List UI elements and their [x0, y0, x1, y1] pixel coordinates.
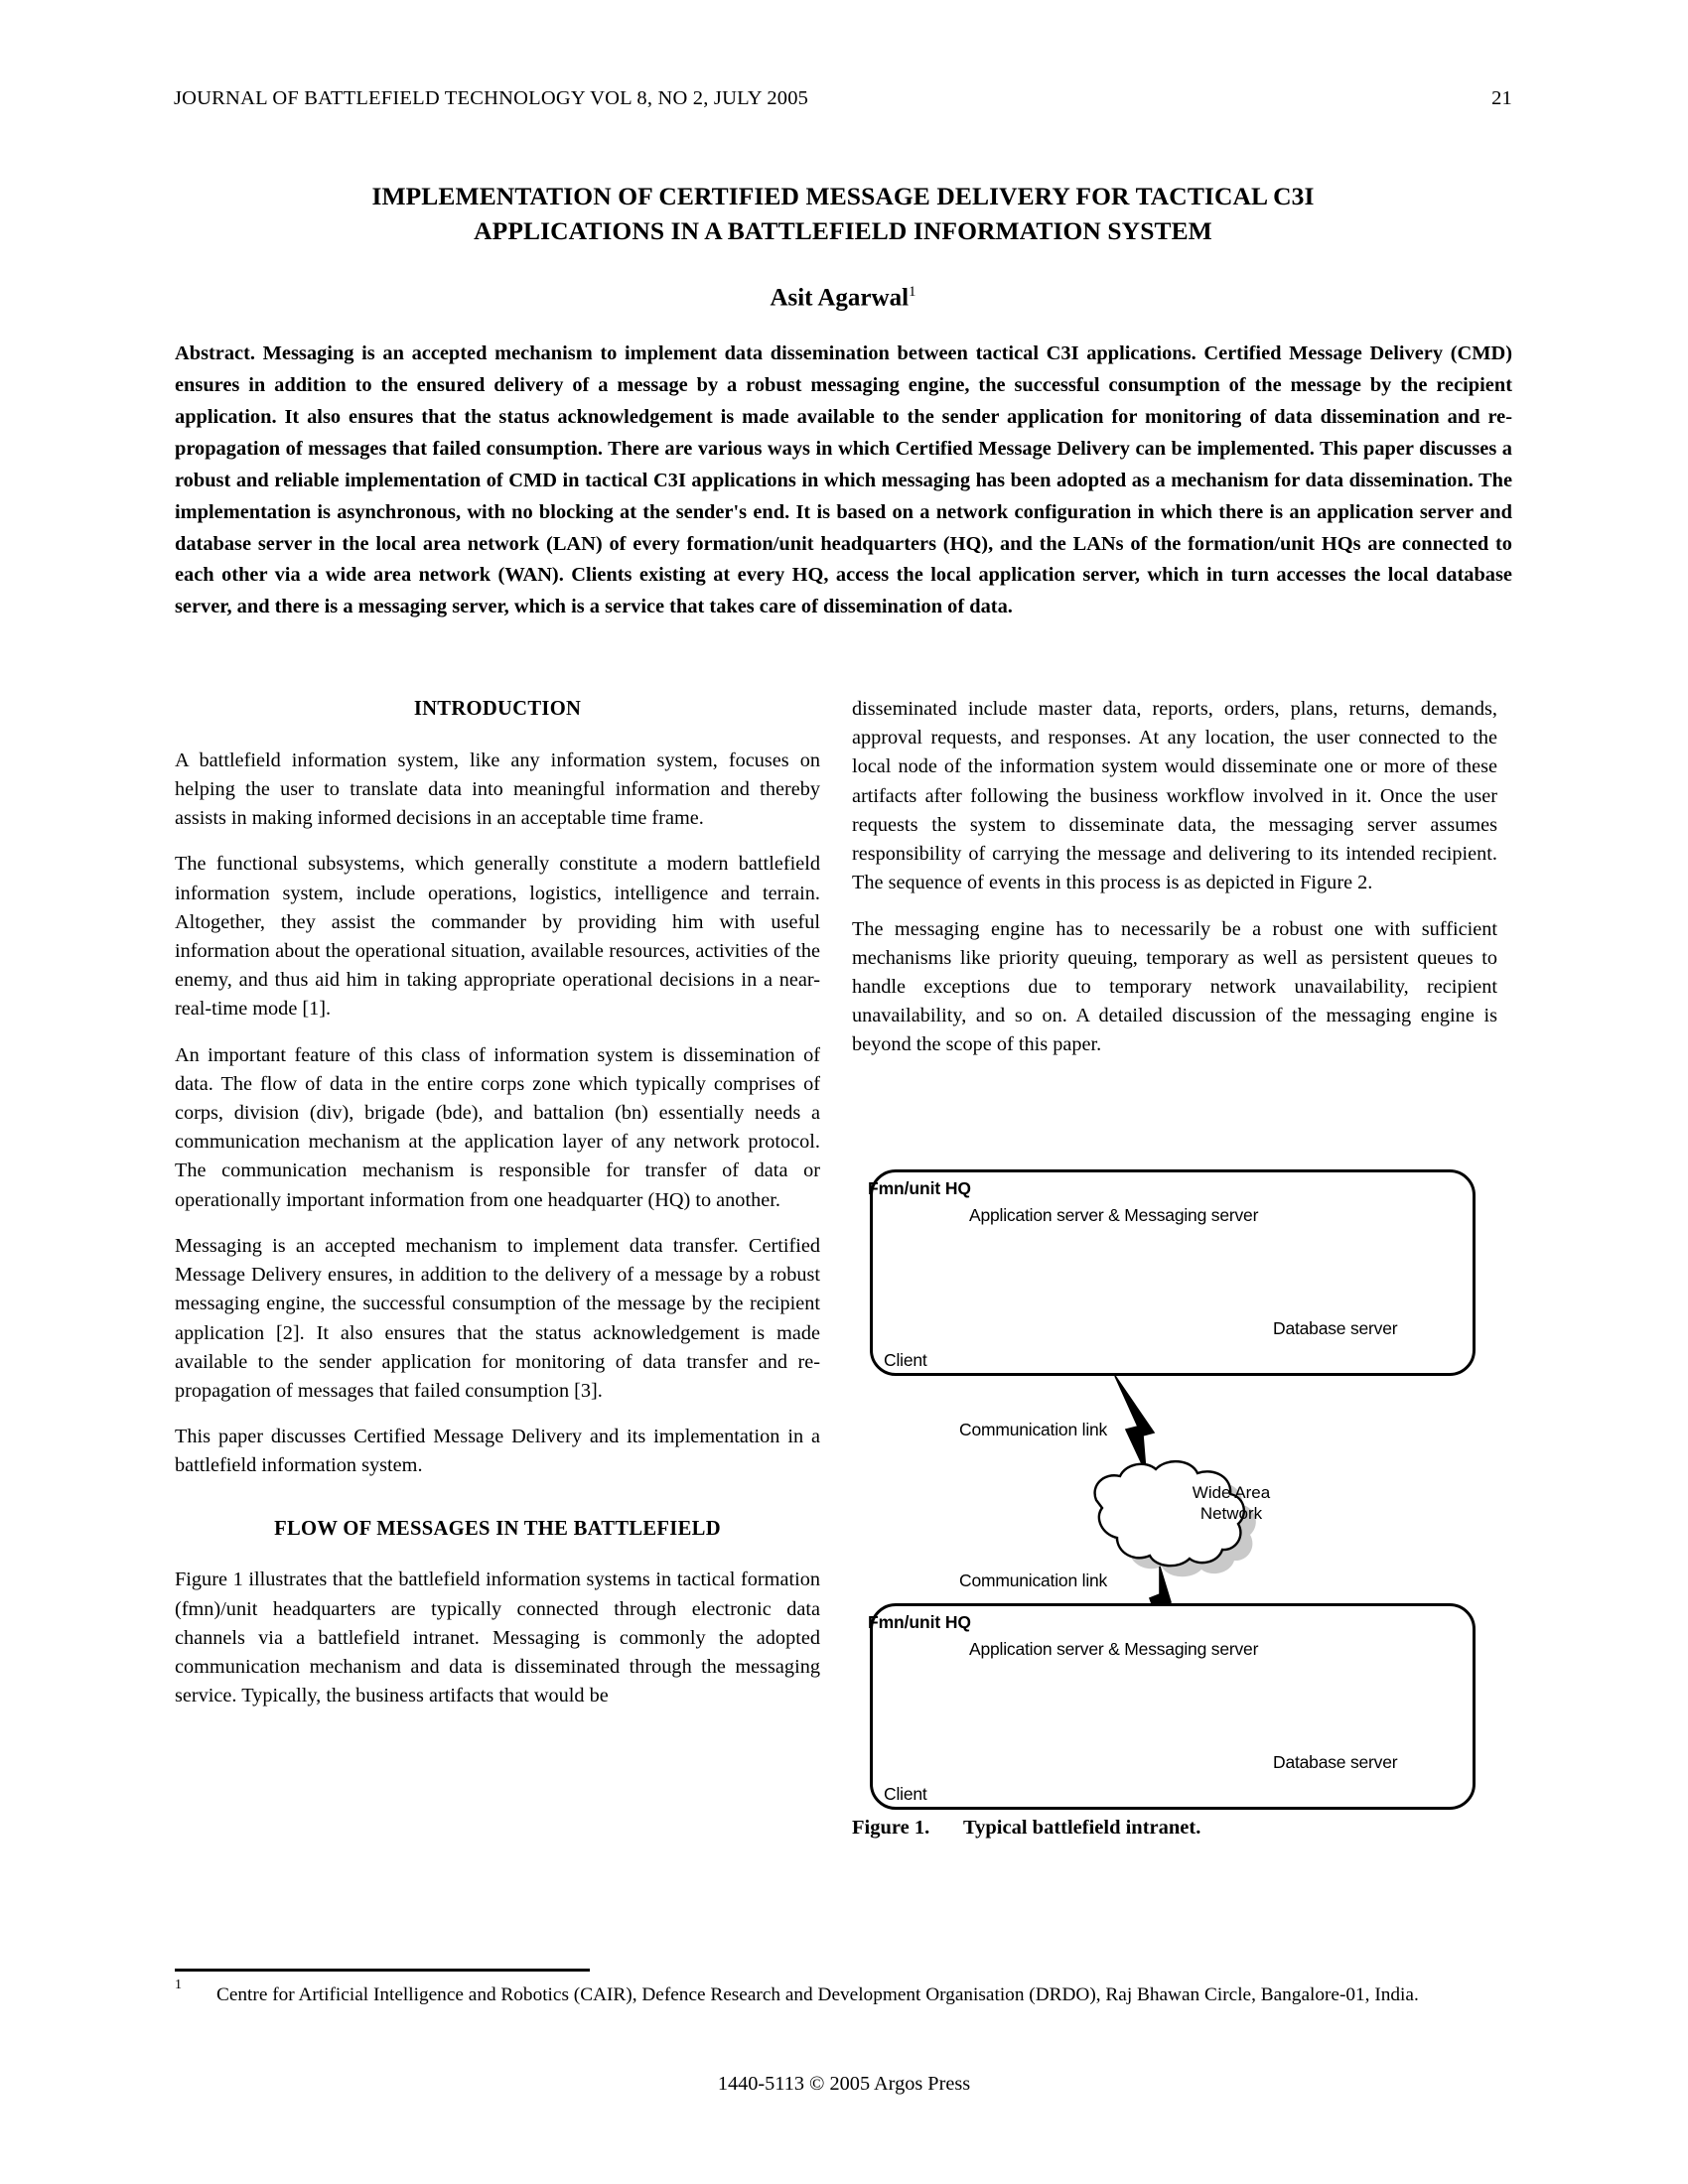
db-server-label-top: Database server [1273, 1318, 1398, 1338]
paper-title [174, 179, 1512, 248]
app-server-label-bottom: Application server & Messaging server [969, 1639, 1259, 1659]
abstract-text: Abstract. Messaging is an accepted mechanism to implement data dissemination between tactical C3I applications. Certified Message Delivery (CMD) ensures in addition to the ensured delivery of a message by a robust messaging engine, the successful consumption of the message by the recipient application. It also ensures that the status acknowledgement is made available to the sender application for monitoring of data dissemination and re-propagation of messages that failed consumption. There are various ways in which Certified Message Delivery can be implemented. This paper discusses a robust and reliable implementation of CMD in tactical C3I applications in which messaging has been adopted as a mechanism for data dissemination. The implementation is asynchronous, with no blocking at the sender's end. It is based on a network configuration in which there is an application server and database server in the local area network (LAN) of every formation/unit headquarters (HQ), and the LANs of the formation/unit HQs are connected to each other via a wide area network (WAN). Clients existing at every HQ, access the local application server, which in turn accesses the local database server, and there is a messaging server, which is a service that takes care of dissemination of data. [175, 342, 1512, 618]
author-name [174, 284, 1512, 312]
comm-link-label-upper: Communication link [959, 1420, 1108, 1439]
figure-1 [852, 1169, 1499, 1839]
paragraph: An important feature of this class of information system is dissemination of data. The flow of data in the entire corps zone which typically comprises of corps, division (div), brigade (bde), and battalion (bn) essentially needs a communication mechanism at the application layer of any network protocol. The communication mechanism is responsible for transfer of data or operationally important information from one headquarter (HQ) to another. [175, 1043, 820, 1211]
page-number: 21 [1491, 87, 1512, 109]
footnote [175, 1978, 1510, 2009]
footnote-text: Centre for Artificial Intelligence and Robotics (CAIR), Defence Research and Development Organisation (DRDO), Raj Bhawan Circle, Bangalore-01, India. [216, 1984, 1419, 2005]
app-server-label-top: Application server & Messaging server [969, 1205, 1259, 1225]
paper-title-line-2: APPLICATIONS IN A BATTLEFIELD INFORMATION SYSTEM [474, 216, 1212, 246]
figure-caption-number: Figure 1. [852, 1817, 930, 1839]
footnote-separator-rule [175, 1969, 590, 1972]
hq-box-top [870, 1169, 1476, 1376]
paragraph: Messaging is an accepted mechanism to implement data transfer. Certified Message Delivery ensures, in addition to the delivery of a message by a robust messaging engine, the successful consumption of the message by the recipient application [2]. It also ensures that the status acknowledgement is made available to the sender application for monitoring of data transfer and re-propagation of messages that failed consumption [3]. [175, 1234, 820, 1403]
paragraph: disseminated include master data, reports, orders, plans, returns, demands, approval requests, and responses. At any location, the user connected to the local node of the information system would disseminate one or more of these artifacts after following the business workflow involved in it. Once the user requests the system to disseminate data, the messaging server assumes responsibility of carrying the message and delivering to its intended recipient. The sequence of events in this process is as depicted in Figure 2. [852, 698, 1497, 894]
title-block [174, 179, 1512, 313]
hq-label-top: Fmn/unit HQ [868, 1178, 971, 1198]
client-label-bottom: Client [884, 1784, 927, 1804]
lightning-bolt-upper-icon [1115, 1376, 1154, 1472]
author-footnote-marker: 1 [909, 284, 916, 301]
paragraph: A battlefield information system, like any information system, focuses on helping the user to translate data into meaningful information and thereby assists in making informed decisions in an acceptable time frame. [175, 749, 820, 830]
client-label-top: Client [884, 1350, 927, 1370]
comm-link-label-lower: Communication link [959, 1570, 1108, 1590]
journal-title-line: JOURNAL OF BATTLEFIELD TECHNOLOGY VOL 8, NO 2, JULY 2005 [174, 87, 809, 109]
paragraph: The functional subsystems, which generally constitute a modern battlefield information system, include operations, logistics, intelligence and terrain. Altogether, they assist the commander by providing him with useful information about the operational situation, available resources, activities of the enemy, and thus aid him in taking appropriate operational decisions in a near-real-time mode [1]. [175, 853, 820, 1021]
author-label: Asit Agarwal [770, 284, 910, 312]
page-footer: 1440-5113 © 2005 Argos Press [717, 2073, 971, 2095]
wan-cloud-label [1172, 1483, 1291, 1524]
running-head [174, 87, 1512, 110]
hq-label-bottom: Fmn/unit HQ [868, 1612, 971, 1632]
right-column [852, 695, 1497, 1060]
footnote-marker: 1 [175, 1978, 182, 1992]
paragraph: The messaging engine has to necessarily be a robust one with sufficient mechanisms like priority queuing, temporary as well as persistent queues to handle exceptions due to temporary network unavailability, recipient unavailability, and so on. A detailed discussion of the messaging engine is beyond the scope of this paper. [852, 917, 1497, 1056]
paragraph: This paper discusses Certified Message Delivery and its implementation in a battlefield information system. [175, 1426, 820, 1477]
figure-1-caption [852, 1817, 1499, 1840]
hq-box-bottom [870, 1603, 1476, 1810]
paragraph: Figure 1 illustrates that the battlefield information systems in tactical formation (fmn)/unit headquarters are typically connected through electronic data channels via a battlefield intranet. Messaging is commonly the adopted communication mechanism and data is disseminated through the messaging service. Typically, the business artifacts that would be [175, 1569, 820, 1707]
db-server-label-bottom: Database server [1273, 1752, 1398, 1772]
wan-label-line-2: Network [1199, 1503, 1263, 1523]
left-column [175, 695, 820, 1710]
figure-caption-text: Typical battlefield intranet. [963, 1817, 1201, 1839]
figure-1-canvas [852, 1169, 1499, 1810]
section-heading-flow-of-messages: FLOW OF MESSAGES IN THE BATTLEFIELD [274, 1517, 721, 1540]
section-heading-introduction: INTRODUCTION [413, 698, 582, 720]
paper-title-line-1: IMPLEMENTATION OF CERTIFIED MESSAGE DELIVERY FOR TACTICAL C3I [371, 182, 1315, 210]
wan-label-line-1: Wide Area [1192, 1483, 1271, 1502]
